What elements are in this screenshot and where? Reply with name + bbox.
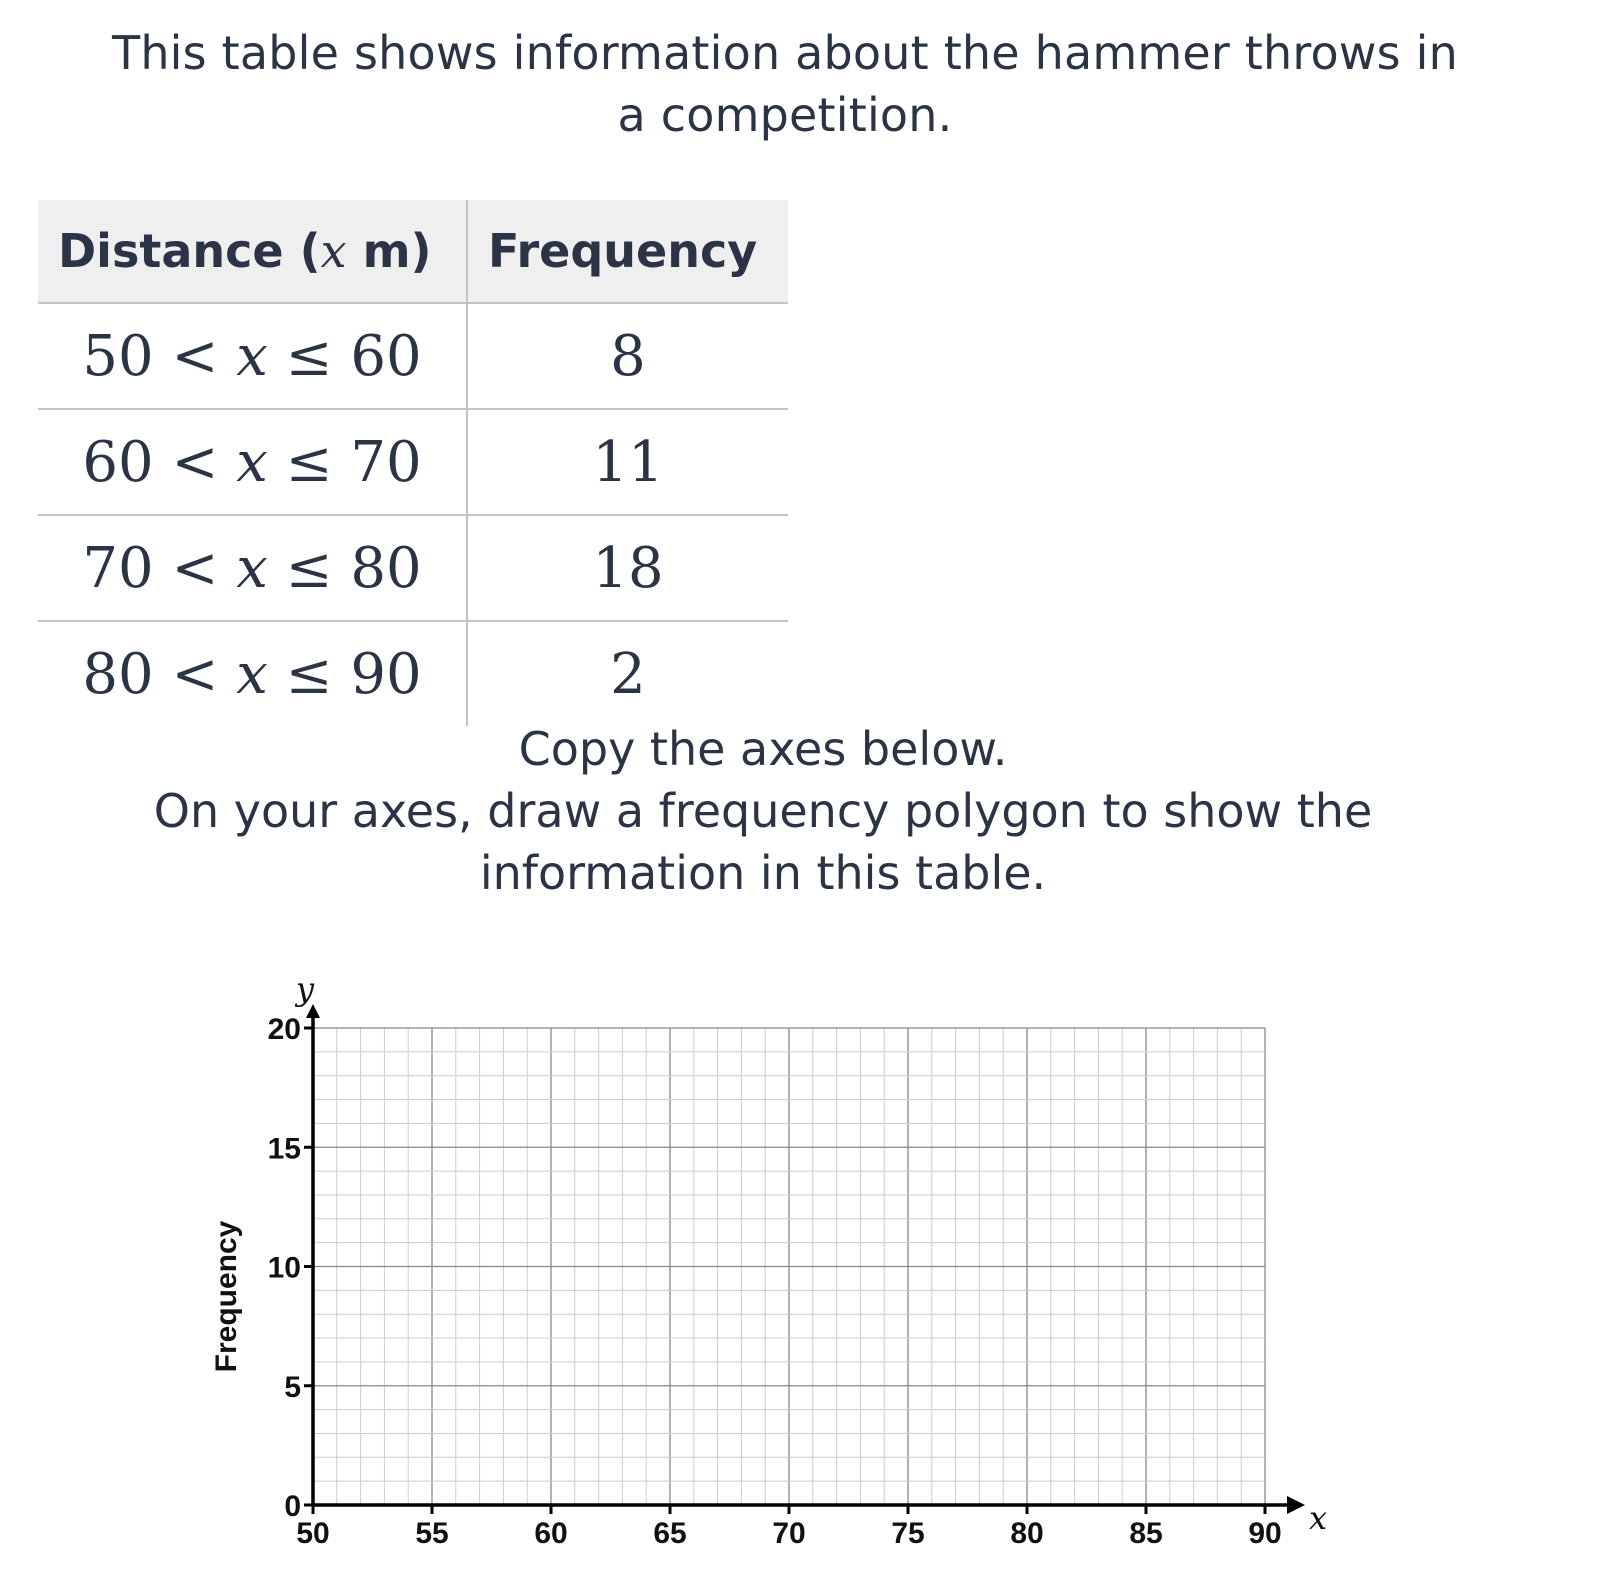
- table-row: [38, 621, 788, 726]
- distance-cell: 70 < x ≤ 80: [38, 515, 467, 621]
- x-tick-label: 80: [1010, 1517, 1044, 1550]
- y-axis-label: Frequency: [210, 1220, 243, 1373]
- x-tick-label: 65: [653, 1517, 687, 1550]
- question-instructions: [0, 718, 1526, 904]
- frequency-cell: 18: [467, 515, 788, 621]
- distance-cell: 80 < x ≤ 90: [38, 621, 467, 726]
- table-header-row: [38, 200, 788, 303]
- x-tick-label: 60: [534, 1517, 568, 1550]
- x-tick-label: 90: [1248, 1517, 1282, 1550]
- y-tick-label: 10: [267, 1251, 301, 1285]
- instruction-line3: information in this table.: [479, 846, 1047, 900]
- distance-cell: 50 < x ≤ 60: [38, 303, 467, 409]
- frequency-cell: 8: [467, 303, 788, 409]
- y-tick-label: 0: [284, 1490, 301, 1523]
- frequency-cell: 2: [610, 641, 646, 707]
- question-intro-line2: a competition.: [617, 88, 953, 142]
- frequency-cell: 11: [467, 409, 788, 515]
- header-frequency: Frequency: [467, 200, 788, 303]
- question-intro-line1: This table shows information about the hammer throws in: [112, 26, 1458, 80]
- y-tick-label: 20: [267, 1013, 301, 1046]
- distance-cell: 60 < x ≤ 70: [38, 409, 467, 515]
- axes-svg: [0, 960, 1598, 1575]
- frequency-axes-chart: [0, 960, 1598, 1579]
- header-distance: Distance (x m): [38, 200, 467, 303]
- frequency-table: [38, 200, 788, 726]
- y-axis-symbol: y: [295, 970, 315, 1008]
- x-tick-label: 75: [891, 1517, 925, 1550]
- table-row: [38, 303, 788, 409]
- question-intro: [0, 22, 1570, 146]
- y-tick-label: 15: [267, 1132, 301, 1166]
- table-row: [38, 515, 788, 621]
- x-tick-label: 55: [415, 1517, 449, 1550]
- instruction-line2: On your axes, draw a frequency polygon to show the: [153, 784, 1373, 838]
- instruction-line1: Copy the axes below.: [518, 722, 1008, 776]
- x-axis-label: x: [1309, 1499, 1328, 1537]
- x-tick-label: 70: [772, 1517, 806, 1550]
- table-row: [38, 409, 788, 515]
- x-axis-arrow-icon: [1287, 1496, 1305, 1514]
- y-tick-label: 5: [284, 1370, 301, 1404]
- x-tick-label: 85: [1129, 1517, 1163, 1550]
- x-tick-label: 50: [296, 1517, 330, 1550]
